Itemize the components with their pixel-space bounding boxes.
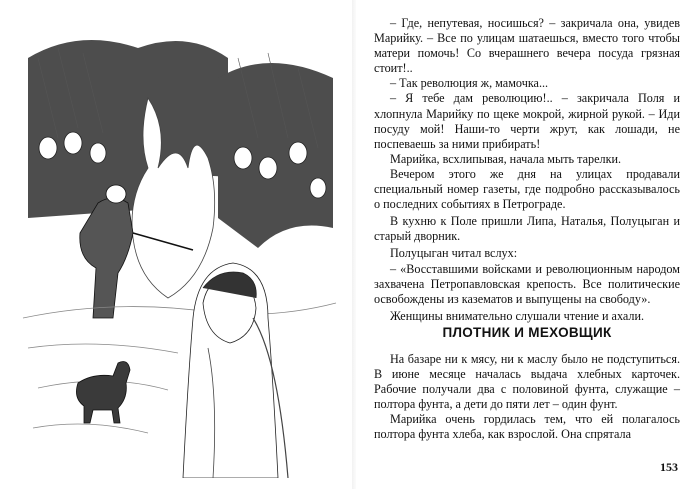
page-number: 153	[660, 460, 678, 474]
right-page	[360, 0, 690, 489]
paragraph: – «Восставшими войсками и революционным народом захвачена Петропавловская крепость. Все политические освобождены из казематов и выпущены на свободу».	[374, 261, 680, 306]
paragraph: – Где, непутевая, носишься? – закричала она, увидев Марийку. – Все по улицам шатаешься, вместо того чтобы матери помочь! Со вчерашнего вечера посуда грязная стоит!..	[374, 16, 680, 76]
paragraph: В кухню к Поле пришли Липа, Наталья, Полуцыган и старый дворник.	[374, 214, 680, 244]
paragraph: – Так революция ж, мамочка...	[390, 76, 549, 91]
paragraph: Полуцыган читал вслух:	[390, 246, 518, 261]
dog-figure	[76, 362, 130, 423]
paragraph: Марийка, всхлипывая, начала мыть тарелки.	[390, 151, 622, 166]
paragraph: Вечером этого же дня на улицах продавали специальный номер газеты, где подробно рассказывалось о последних событиях в Петрограде.	[374, 166, 680, 212]
paragraph: На базаре ни к мясу, ни к маслу было не подступиться. В июне месяце началась выдача хлебных карточек. Рабочие получали два с половиной фунта, служащие – полтора фунта, а дети до пяти лет – один фунт.	[374, 352, 680, 412]
body-text-upper	[374, 16, 680, 324]
ground	[23, 303, 336, 433]
chapter-heading: ПЛОТНИК И МЕХОВЩИК	[442, 325, 612, 340]
girl-figure	[183, 263, 288, 478]
body-text-lower	[374, 352, 680, 443]
illustration	[18, 18, 340, 478]
paragraph: – Я тебе дам революцию!.. – закричала Поля и хлопнула Марийку по щеке мокрой, жирной рукой. – Иди посуду мой! Наши-то черти жрут, как лошади, не поспеваешь за ними прибирать!	[374, 91, 680, 151]
paragraph: Женщины внимательно слушали чтение и ахали.	[390, 308, 645, 323]
gutter	[352, 0, 356, 489]
paragraph: Марийка очень гордилась тем, что ей полагалось полтора фунта хлеба, как взрослой. Она спрятала	[374, 412, 680, 442]
